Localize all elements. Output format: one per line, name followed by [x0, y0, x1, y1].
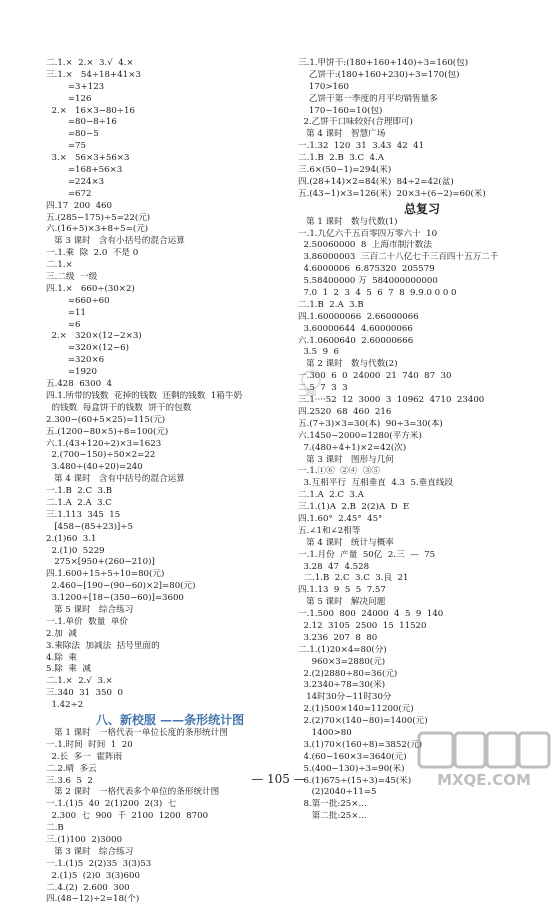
- answer-line: 乙饼干:(180+160+230)÷3=170(包): [298, 69, 460, 80]
- answer-line: 五.(43−1)×3=126(米) 20×3÷(6−2)=60(米): [298, 188, 486, 199]
- answer-line: 一.1.月份 产量 50亿 2.三 — 75: [298, 549, 436, 560]
- stamp-icon: [300, 368, 322, 398]
- answer-line: 一.1.①⑥ ②④ ③⑤: [298, 466, 381, 477]
- answer-line: 三.6×(50−1)=294(米): [298, 165, 392, 176]
- answer-line: 2.(2)2880÷80=36(元): [298, 668, 398, 679]
- answer-line: 一.1.时间 时间 1 20: [46, 739, 133, 750]
- lesson-heading: 第 3 课时 图形与几何: [306, 454, 394, 465]
- answer-line: 四.1.60° 2.45° 45°: [298, 513, 383, 524]
- answer-line: 3.236 207 8 80: [298, 632, 378, 643]
- answer-line: [458−(85+23)]÷5: [46, 521, 133, 532]
- answer-line: 第二批:25×...: [298, 811, 367, 822]
- answer-line: =168+56×3: [46, 165, 123, 176]
- answer-line: 3.× 56×3+56×3: [46, 153, 130, 164]
- answer-line: 960×3=2880(元): [298, 656, 386, 667]
- answer-line: 3.86000003 三百二十八亿七千三百四十五万二千: [298, 252, 499, 263]
- answer-line: 2.乙饼干口味较好(合理即可): [298, 117, 413, 128]
- answer-line: 170−160=10(包): [298, 105, 383, 116]
- answer-line: 一.1.(1)5 2(2)35 3(3)53: [46, 858, 152, 869]
- answer-line: 3.28 47 4.528: [298, 561, 370, 572]
- answer-line: 4.除 乘: [46, 652, 77, 663]
- answer-line: 五.(285−175)÷5=22(元): [46, 212, 151, 223]
- answer-line: 三.1.× 54÷18+41×3: [46, 69, 141, 80]
- answer-line: =320×6: [46, 355, 105, 366]
- answer-line: 2.50060000 8 上海市制汁数法: [298, 240, 432, 251]
- page-number: — 105 —: [251, 772, 306, 786]
- answer-line: 三.二级 一级: [46, 272, 98, 283]
- answer-line: 三.(1)100 2)3000: [46, 835, 123, 845]
- lesson-heading: 第 4 课时 统计与概率: [306, 537, 394, 548]
- answer-line: 四.1.13 9 5 5 7.57: [298, 585, 386, 596]
- answer-line: 8.第一批:25×...: [298, 799, 367, 810]
- answer-line: 275×[950+(260−210)]: [46, 557, 155, 568]
- watermark-text: MXQE.COM: [437, 771, 531, 789]
- answer-line: 五.428 6300 4: [46, 379, 112, 390]
- answer-line: 3.60000644 4.60000066: [298, 323, 413, 334]
- answer-line: 二.1.A 2.C 3.A: [298, 490, 364, 501]
- answer-line: 2.长 多一 霍阵雨: [46, 751, 123, 762]
- answer-line: 三.1.甲饼干:(180+160+140)÷3=160(包): [298, 58, 469, 68]
- answer-line: 7.0 1 2 3 4 5 6 7 8 9.9.0 0 0 0: [298, 288, 457, 299]
- answer-line: 二.4.(2) 2.600 300: [46, 882, 130, 893]
- answer-line: =224×3: [46, 176, 105, 187]
- answer-line: =672: [46, 188, 92, 199]
- answer-line: 2.× 16×3−80÷16: [46, 105, 135, 116]
- answer-line: =80−8÷16: [46, 117, 117, 128]
- answer-line: 五.∠1和∠2相等: [298, 525, 361, 536]
- answer-line: (2)2040÷11=5: [298, 787, 377, 798]
- answer-line: 二.1.×: [46, 260, 73, 271]
- answer-line: 3.1200÷[18−(350−60)]=3600: [46, 593, 184, 604]
- answer-line: 三.3.6 5 2: [46, 775, 93, 786]
- answer-line: 170>160: [298, 81, 349, 92]
- answer-line: =11: [46, 307, 86, 318]
- lesson-heading: 第 5 课时 综合练习: [54, 604, 134, 615]
- answer-line: 3.(1)70×(160÷8)=3852(元): [298, 739, 423, 750]
- lesson-heading: 第 4 课时 智慧广场: [306, 129, 386, 140]
- answer-line: 3.2340÷78=30(米): [298, 680, 386, 691]
- lesson-heading: 第 2 课时 一格代表多个单位的条形统计图: [54, 787, 220, 798]
- answer-line: 一.1.九亿六千五百零四万零六十 10: [298, 228, 438, 239]
- answer-line: 3.乘除法 加减法 括号里面的: [46, 640, 160, 651]
- answer-line: 2.(700−150)÷50×2=22: [46, 450, 156, 461]
- answer-line: 2.(1)0 5229: [46, 545, 105, 556]
- answer-line: 2.(1)60 3.1: [46, 533, 97, 544]
- lesson-heading: 第 1 课时 一格代表一单位长度的条形统计图: [54, 727, 228, 738]
- answer-line: =3+123: [46, 81, 105, 92]
- answer-line: =1920: [46, 367, 97, 378]
- answer-line: 2.× 320×(12−2×3): [46, 331, 142, 342]
- answer-line: 的钱数 每盒饼干的钱数 饼干的包数: [46, 402, 192, 413]
- answer-line: 四.1.600÷15÷5÷10=80(元): [46, 569, 165, 580]
- answer-line: 2.460−[190−(90−60)×2]=80(元): [46, 581, 196, 592]
- answer-line: =6: [46, 319, 81, 330]
- answer-line: 二.1.A 2.A 3.C: [46, 497, 112, 508]
- answer-line: 1400>80: [298, 727, 352, 738]
- answer-line: 四.1.60000066 2.66000066: [298, 311, 419, 322]
- answer-line: =126: [46, 93, 92, 104]
- answer-line: 四.1.× 660÷(30×2): [46, 283, 135, 294]
- answer-line: 三.1····52 12 3000 3 10962 4710 23400: [298, 395, 485, 406]
- answer-line: 二.2.晴 多云: [46, 763, 97, 774]
- answer-line: 5.(400−130)÷3=90(米): [298, 763, 405, 774]
- answer-line: 二.1.B 2.B 3.C 4.A: [298, 153, 384, 164]
- answer-line: =80−5: [46, 129, 99, 140]
- answer-line: 三.340 31 350 0: [46, 688, 123, 699]
- answer-line: 四.2520 68 460 216: [298, 406, 392, 417]
- answer-line: 5.58400000 万 584000000000: [298, 276, 438, 287]
- mxqe-watermark-icon: [417, 729, 551, 789]
- answer-line: 三.1.113 345 15: [46, 509, 121, 520]
- answer-line: 2.(2)70×(140−80)=1400(元): [298, 716, 428, 727]
- review-title: 总复习: [403, 201, 440, 216]
- answer-line: 二.1.× 2.√ 3.×: [46, 676, 113, 687]
- answer-line: 一.1.(1)5 40 2(1)200 2(3) 七: [46, 799, 177, 810]
- answer-line: 一.1.B 2.C 3.B: [46, 486, 113, 497]
- answer-line: 2.(1)5 (2)0 3(3)600: [46, 870, 140, 881]
- answer-line: 7.(480÷4+1)×2=42(次): [298, 442, 407, 453]
- answer-line: 6.(1)675÷(15÷3)=45(米): [298, 775, 412, 786]
- answer-line: 一.300 6 0 24000 21 740 87 30: [298, 371, 452, 382]
- answer-line: 5.除 乘 减: [46, 664, 91, 675]
- answer-line: 一.1.乘 除 2.0 不是 0: [46, 248, 139, 259]
- answer-line: 四.1.所带的钱数 花掉的钱数 还剩的钱数 1箱牛奶: [46, 390, 243, 401]
- answer-line: =75: [46, 141, 86, 152]
- answer-line: 4.6000006 6.875320 205579: [298, 264, 435, 275]
- answer-line: 2.加 减: [46, 628, 77, 639]
- answer-line: 一.1.500 800 24000 4 5 9 140: [298, 609, 444, 620]
- lesson-heading: 第 2 课时 数与代数(2): [306, 359, 398, 370]
- answer-line: 六.1.(43+120÷2)×3=1623: [46, 438, 162, 449]
- answer-line: 六.1450−2000=1280(平方米): [298, 430, 422, 441]
- answer-line: =660÷60: [46, 295, 110, 306]
- answer-line: 二.1.× 2.× 3.√ 4.×: [46, 58, 134, 68]
- answer-line: 六.1.0600640 2.60000666: [298, 335, 414, 346]
- answer-line: 二.B: [46, 823, 64, 834]
- answer-line: 2.300 七 900 千 2100 1200 8700: [46, 811, 209, 822]
- answer-line: 二.1.(1)20×4=80(分): [298, 644, 387, 655]
- right-answer-column: [298, 58, 546, 823]
- answer-line: 乙饼干第一季度的月平均销售量多: [298, 93, 438, 104]
- answer-line: =320×(12−6): [46, 343, 129, 354]
- answer-line: 3.5 9 6: [298, 347, 339, 358]
- answer-line: 五.(7÷3)×3=30(本) 90÷3=30(本): [298, 418, 443, 429]
- answer-line: 三.1.(1)A 2.B 2(2)A D E: [298, 502, 410, 513]
- answer-line: 3.480÷(40÷20)=240: [46, 462, 143, 473]
- answer-line: 五.(1200−80×5)÷8=100(元): [46, 426, 169, 437]
- lesson-heading: 第 3 课时 含有小括号的混合运算: [54, 236, 185, 247]
- answer-line: 4.(60−160×3=3640(元): [298, 751, 407, 762]
- answer-line: 六.(16÷5)×3+8÷5=(元): [46, 224, 149, 235]
- answer-line: 3.互相平行 互相垂直 4.3 5.垂直线段: [298, 478, 454, 489]
- answer-line: 2.300−(60+5×25)=115(元): [46, 414, 166, 425]
- answer-line: 二.5 7 3 3: [298, 383, 348, 394]
- lesson-heading: 第 5 课时 解决问题: [306, 597, 386, 608]
- answer-line: 2.(1)500×140=11200(元): [298, 704, 414, 715]
- answer-line: 二.1.B 2.A 3.B: [298, 299, 364, 310]
- lesson-heading: 第 3 课时 综合练习: [54, 846, 134, 857]
- lesson-heading: 第 4 课时 含有中括号的混合运算: [54, 474, 185, 485]
- unit-title: 八、新校服 ——条形统计图: [95, 712, 245, 727]
- answer-line: 一.1.单价 数量 单价: [46, 616, 129, 627]
- answer-line: 1.42÷2: [46, 700, 84, 711]
- answer-line: 2.12 3105 2500 15 11520: [298, 620, 427, 631]
- answer-line: 四.(28+14)×2=84(米) 84÷2=42(盆): [298, 176, 454, 187]
- answer-line: 四.17 200 460: [46, 200, 112, 211]
- answer-line: 二.1.B 2.C 3.C 3.良 21: [298, 573, 409, 584]
- answer-line: 14时30分−11时30分: [298, 692, 392, 703]
- lesson-heading: 第 1 课时 数与代数(1): [306, 216, 398, 227]
- answer-line: 四.(48−12)÷2=18(个): [46, 894, 140, 905]
- answer-line: 一.1.32 120 31 3.43 42 41: [298, 141, 425, 152]
